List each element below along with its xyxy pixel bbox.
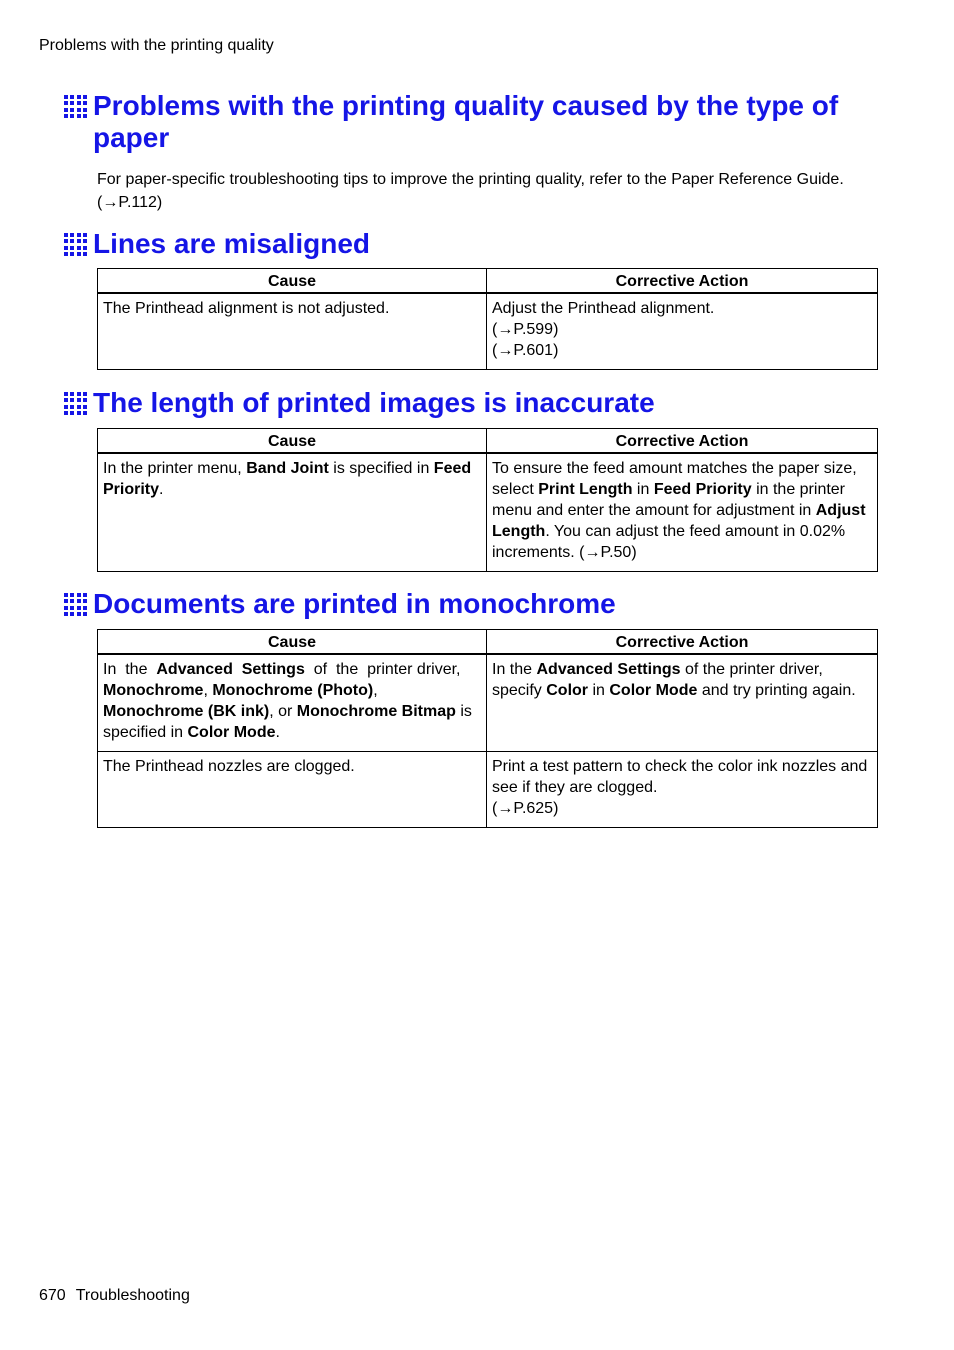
setting-name: Monochrome (Photo) (212, 682, 374, 699)
text-run: of the printer driver, (304, 661, 465, 678)
setting-name: Color (546, 682, 589, 699)
setting-name: Band Joint (246, 460, 329, 477)
text-run: . (275, 724, 280, 741)
running-header: Problems with the printing quality (39, 37, 274, 54)
text-run: In the printer menu, (103, 460, 247, 477)
setting-name: Feed Priority (103, 460, 472, 498)
column-header-action: Corrective Action (487, 429, 878, 454)
section-heading (64, 588, 877, 620)
section-title: Problems with the printing quality caused by the type of paper (93, 90, 839, 153)
cause-cell (98, 752, 487, 828)
setting-name: Advanced Settings (536, 661, 681, 678)
grid-icon (64, 593, 87, 616)
cause-cell (98, 453, 487, 572)
page-number: 670 (39, 1287, 66, 1304)
setting-name: Advanced Settings (156, 661, 305, 678)
action-cell (487, 654, 878, 752)
action-text: Adjust the Printhead alignment. (492, 300, 715, 317)
column-header-cause: Cause (98, 429, 487, 454)
table-row (98, 453, 878, 572)
text-run: in the printer menu and enter the amount for adjustment in (492, 481, 846, 519)
setting-name: Color Mode (609, 682, 698, 699)
setting-name: Print Length (538, 481, 633, 498)
column-header-cause: Cause (98, 630, 487, 655)
table-header-row (98, 429, 878, 454)
setting-name: Monochrome (BK ink) (103, 703, 270, 720)
text-run: in (632, 481, 654, 498)
section-heading (64, 228, 877, 260)
column-header-cause: Cause (98, 269, 487, 294)
section-title: The length of printed images is inaccurate (93, 387, 655, 418)
action-text: Print a test pattern to check the color ink nozzles and see if they are clogged. (492, 758, 868, 796)
section-intro: For paper-specific troubleshooting tips to improve the printing quality, refer to the Paper Reference Guide. (→P.112) (97, 171, 844, 211)
text-run: , (373, 682, 383, 699)
section-title: Lines are misaligned (93, 228, 370, 259)
section-monochrome (64, 588, 877, 828)
footer-section-name: Troubleshooting (75, 1287, 190, 1304)
troubleshooting-table (97, 428, 878, 572)
troubleshooting-table (97, 268, 878, 370)
table-row (98, 293, 878, 370)
text-run: To ensure the feed amount matches the paper size, select (492, 460, 857, 498)
action-cell (487, 293, 878, 370)
action-cell (487, 453, 878, 572)
page-reference-link[interactable]: (→P.625) (492, 800, 559, 817)
table-header-row (98, 269, 878, 294)
section-length-inaccurate (64, 387, 877, 572)
action-cell (487, 752, 878, 828)
grid-icon (64, 392, 87, 415)
setting-name: Color Mode (187, 724, 276, 741)
table-row (98, 654, 878, 752)
text-run: , (203, 682, 213, 699)
text-run: of the printer driver, specify (492, 661, 823, 699)
section-paper-type (64, 90, 877, 214)
cause-cell (98, 654, 487, 752)
setting-name: Monochrome Bitmap (296, 703, 456, 720)
text-run: in (588, 682, 610, 699)
text-run: and try printing again. (697, 682, 856, 699)
text-run: is specified in (103, 703, 477, 741)
grid-icon (64, 95, 87, 118)
table-row (98, 752, 878, 828)
grid-icon (64, 233, 87, 256)
setting-name: Feed Priority (653, 481, 752, 498)
page-reference-link[interactable]: (→P.601) (492, 342, 559, 359)
column-header-action: Corrective Action (487, 630, 878, 655)
section-heading (64, 387, 877, 419)
text-run: . (159, 481, 164, 498)
cause-text: The Printhead alignment is not adjusted. (103, 300, 390, 317)
column-header-action: Corrective Action (487, 269, 878, 294)
setting-name: Monochrome (103, 682, 204, 699)
text-run: , or (269, 703, 297, 720)
cause-cell (98, 293, 487, 370)
text-run: . You can adjust the feed amount in 0.02% increments. (→P.50) (492, 523, 846, 561)
section-lines-misaligned (64, 228, 877, 370)
text-run: In the (103, 661, 157, 678)
text-run: In the (492, 661, 537, 678)
table-header-row (98, 630, 878, 655)
text-run: is specified in (328, 460, 434, 477)
section-heading (64, 90, 877, 154)
page-reference-link[interactable]: (→P.599) (492, 321, 559, 338)
setting-name: Adjust Length (492, 502, 866, 540)
section-title: Documents are printed in monochrome (93, 588, 616, 619)
page-footer (39, 1287, 190, 1305)
cause-text: The Printhead nozzles are clogged. (103, 758, 355, 775)
troubleshooting-table (97, 629, 878, 828)
